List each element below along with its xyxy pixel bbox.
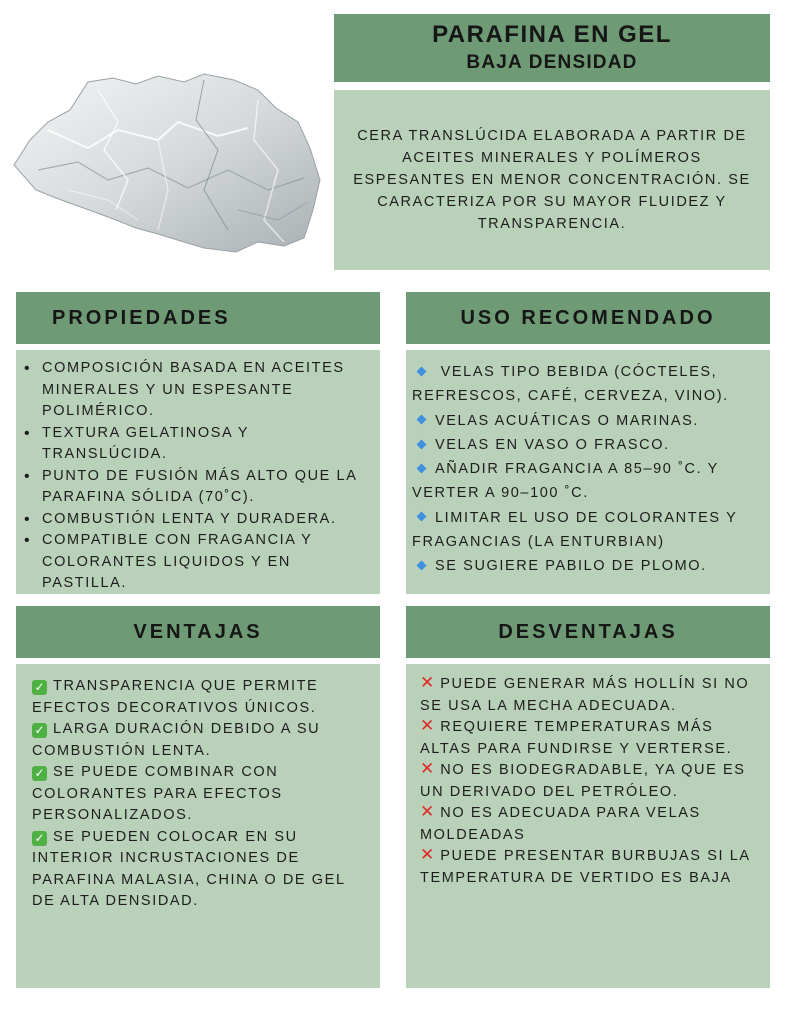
page-title: PARAFINA EN GEL	[432, 21, 672, 48]
list-item	[412, 457, 762, 506]
list-item-text: TRANSPARENCIA QUE PERMITE EFECTOS DECORATIVOS ÚNICOS.	[32, 678, 319, 716]
list-item: • COMPOSICIÓN BASADA EN ACEITES MINERALES Y UN ESPESANTE POLIMÉRICO.	[42, 358, 372, 423]
list-item	[32, 827, 372, 913]
cross-mark-icon: ✕	[420, 759, 435, 778]
cross-mark-icon: ✕	[420, 716, 435, 735]
check-mark-icon: ✓	[32, 680, 47, 695]
page-title-banner	[334, 14, 770, 82]
list-item	[32, 676, 372, 719]
desventajas-panel	[406, 664, 770, 988]
check-mark-icon: ✓	[32, 723, 47, 738]
blue-diamond-icon	[417, 366, 427, 376]
list-item-text: SE PUEDEN COLOCAR EN SU INTERIOR INCRUSTACIONES DE PARAFINA MALASIA, CHINA O DE GEL DE ALTA DENSIDAD.	[32, 828, 346, 909]
list-item-text: LIMITAR EL USO DE COLORANTES Y FRAGANCIAS (LA ENTURBIAN)	[412, 509, 738, 551]
list-item	[420, 760, 762, 803]
list-item-text: VELAS ACUÁTICAS O MARINAS.	[435, 412, 699, 429]
list-item	[32, 719, 372, 762]
cross-mark-icon: ✕	[420, 802, 435, 821]
list-item	[420, 717, 762, 760]
list-item: • COMBUSTIÓN LENTA Y DURADERA.	[42, 509, 372, 531]
blue-diamond-icon	[417, 439, 427, 449]
page-subtitle: BAJA DENSIDAD	[466, 52, 638, 73]
list-item-text: LARGA DURACIÓN DEBIDO A SU COMBUSTIÓN LENTA.	[32, 721, 321, 759]
list-item-text: SE PUEDE COMBINAR CON COLORANTES PARA EFECTOS PERSONALIZADOS.	[32, 764, 283, 823]
check-mark-icon: ✓	[32, 766, 47, 781]
cross-mark-icon: ✕	[420, 845, 435, 864]
cross-mark-icon: ✕	[420, 673, 435, 692]
blue-diamond-icon	[417, 512, 427, 522]
blue-diamond-icon	[417, 463, 427, 473]
description-text: CERA TRANSLÚCIDA ELABORADA A PARTIR DE ACEITES MINERALES Y POLÍMEROS ESPESANTES EN MENOR CONCENTRACIÓN. SE CARACTERIZA POR SU MAYOR FLUIDEZ Y TRANSPARENCIA.	[353, 128, 751, 232]
list-item: • COMPATIBLE CON FRAGANCIA Y COLORANTES LIQUIDOS Y EN PASTILLA.	[42, 530, 372, 595]
propiedades-panel	[16, 350, 380, 594]
list-item	[420, 803, 762, 846]
list-item-text: VELAS TIPO BEBIDA (CÓCTELES, REFRESCOS, CAFÉ, CERVEZA, VINO).	[412, 364, 729, 405]
list-item-text: REQUIERE TEMPERATURAS MÁS ALTAS PARA FUNDIRSE Y VERTERSE.	[420, 719, 733, 757]
blue-diamond-icon	[417, 561, 427, 571]
ventajas-panel	[16, 664, 380, 988]
list-item	[412, 506, 762, 555]
list-item	[412, 554, 762, 578]
list-item	[412, 409, 762, 433]
gel-paraffin-crystal-image	[8, 70, 326, 260]
list-item-text: PUEDE GENERAR MÁS HOLLÍN SI NO SE USA LA MECHA ADECUADA.	[420, 676, 750, 714]
uso-recomendado-heading: USO RECOMENDADO	[406, 292, 770, 344]
list-item	[32, 762, 372, 827]
list-item: • TEXTURA GELATINOSA Y TRANSLÚCIDA.	[42, 423, 372, 466]
list-item-text: SE SUGIERE PABILO DE PLOMO.	[435, 558, 707, 575]
list-item-text: NO ES BIODEGRADABLE, YA QUE ES UN DERIVADO DEL PETRÓLEO.	[420, 762, 746, 800]
propiedades-heading: PROPIEDADES	[16, 292, 380, 344]
list-item-text: NO ES ADECUADA PARA VELAS MOLDEADAS	[420, 805, 701, 843]
blue-diamond-icon	[417, 415, 427, 425]
list-item	[420, 846, 762, 889]
list-item	[420, 674, 762, 717]
list-item-text: AÑADIR FRAGANCIA A 85–90 ˚C. Y VERTER A 90–100 ˚C.	[412, 461, 719, 502]
list-item: • PUNTO DE FUSIÓN MÁS ALTO QUE LA PARAFINA SÓLIDA (70˚C).	[42, 466, 372, 509]
list-item	[412, 360, 762, 409]
ventajas-heading: VENTAJAS	[16, 606, 380, 658]
uso-recomendado-panel	[406, 350, 770, 594]
list-item	[412, 433, 762, 457]
list-item-text: VELAS EN VASO O FRASCO.	[435, 436, 670, 453]
list-item-text: PUEDE PRESENTAR BURBUJAS SI LA TEMPERATURA DE VERTIDO ES BAJA	[420, 848, 750, 886]
desventajas-heading: DESVENTAJAS	[406, 606, 770, 658]
check-mark-icon: ✓	[32, 831, 47, 846]
description-panel	[334, 90, 770, 270]
